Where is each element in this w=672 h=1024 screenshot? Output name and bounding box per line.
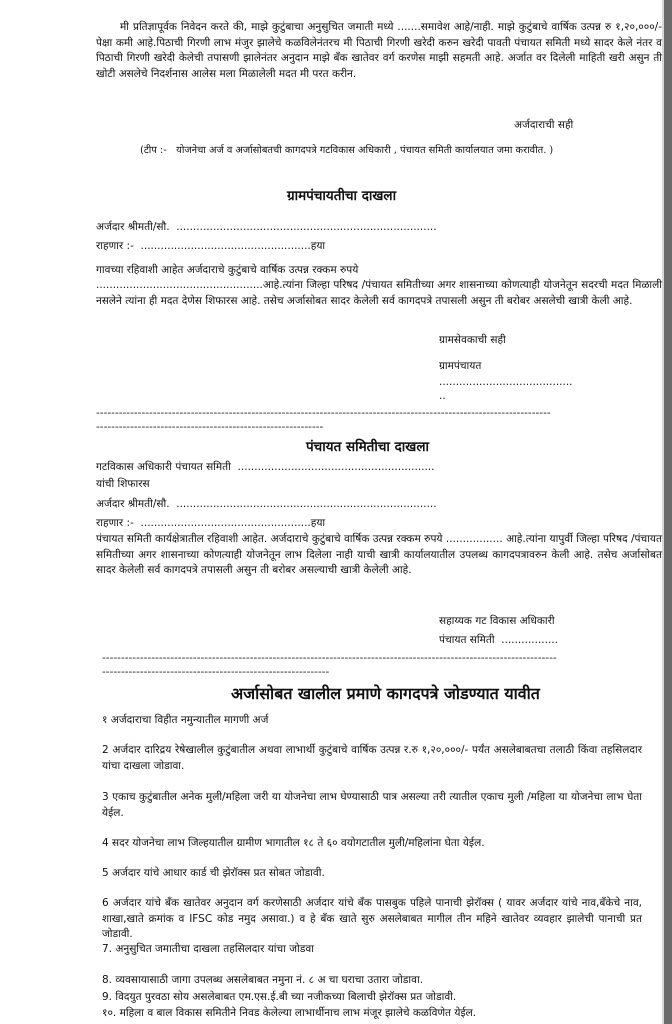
- document-item: 9. विदयुत पुरवठा सोय असलेबाबत एम.एस.ई.बी च्या नजीकच्या बिलाची झेरॉक्स प्रत जोडावी.: [102, 991, 457, 1003]
- samiti-applicant-line: अर्जदार श्रीमती/सौ. ..............................................................................: [96, 498, 437, 510]
- gramsevak-signature-label: ग्रामसेवकाची सही: [439, 334, 506, 346]
- grampanchayat-label: ग्रामपंचायत: [439, 360, 482, 372]
- document-item: १ अर्जदाराचा विहीत नमुन्यातील मागणी अर्ज: [102, 714, 269, 726]
- document-item: 7. अनुसुचित जमातीचा दाखला तहसिलदार यांचा जोडवा: [102, 943, 314, 955]
- samiti-residence-line: राहणार :- ...................................................हया: [96, 517, 326, 529]
- declaration-paragraph: मी प्रतिज्ञापूर्वक निवेदन करते की, माझे कुटुंबाचा अनुसुचित जमाती मध्ये .......समावेश आहे/नाही. माझे कुटुंबाचे वार्षिक उत्पन्न रु १,२०,०००/- पेक्षा कमी आहे.पिठाची गिरणी लाभ मंजुर झालेचे कळविलेनंतरच मी पिठाची गिरणी खरेदी करुन खरेदी पावती पंचायत समिती मध्ये सादर केले नंतर व पिठाची गिरणी खरेदी केलेची तपासणी झालेनंतर अनुदान माझे बँक खातेवर वर्ग करणेस माझी सहमती आहे. अर्जात वर दिलेली माहिती खरी असुन ती खोटी असलेचे निदर्शनास आलेस मला मिळालेली मदत मी परत करीन.: [96, 21, 662, 80]
- document-item: 4 सदर योजनेचा लाभ जिल्हयातील ग्रामीण भागातील १८ ते ६० वयोगटातील मुली/महिलांना घेता येईल.: [102, 837, 485, 849]
- section-divider-2: ------------------------------------------------------------------------------------------------------------------------: [102, 652, 557, 664]
- submission-note: (टीप :- योजनेचा अर्ज व अर्जासोबतची कागदपत्रे गटविकास अधिकारी , पंचायत समिती कार्यालयात जमा करावीत. ): [140, 145, 554, 156]
- samiti-recommendation-label: यांची शिफारस: [96, 478, 150, 490]
- grampanchayat-dots: ........................................: [439, 376, 573, 388]
- page-edge-shadow: [664, 0, 672, 1024]
- panchayat-samiti-heading: पंचायत समितीचा दाखला: [306, 439, 429, 455]
- document-item: 3 एकाच कुटुंबातील अनेक मुली/महिला जरी या योजनेचा लाभ घेण्यासाठी पात्र असल्या तरी त्यातील एकाच मुली /महिला या योजनेचा लाभ घेता येईल.: [102, 791, 642, 819]
- gram-certificate-paragraph: ..................................................आहे.त्यांना जिल्हा परिषद /पंचायत समितीच्या अगर शासनाच्या कोणत्याही योजनेतून सदरची मदत मिळाली नसलेने त्यांना ही मदत देणेस शिफारस आहे. तसेच अर्जासोबत सादर केलेली सर्व कागदपत्रे तपासली असुन ती बरोबर असलेची खात्री केली आहे.: [96, 279, 662, 307]
- document-item: 6 अर्जदार यांचे बँक खातेवर अनुदान वर्ग करणेसाठी अर्जदार यांचे बँक पासबुक पहिले पानाची झेरॉक्स ( यावर अर्जदार यांचे नाव,बँकेचे नाव, शाखा,खाते क्रमांक व IFSC कोड नमुद असावा.) व हे बँक खाते सुरु असलेबाबत मागील तीन महिने खातेवर व्यवहार झालेची पानाची प्रत जोडावी.: [102, 897, 642, 940]
- document-item: 8. व्यवसायासाठी जागा उपलब्ध असलेबाबत नमुना नं. ८ अ चा घराचा उतारा जोडावा.: [102, 974, 424, 986]
- samiti-bdo-line: गटविकास अधिकारी पंचायत समिती ...........................................................: [96, 461, 435, 473]
- gram-residence-line: राहणार :- ...................................................हया: [96, 240, 326, 252]
- section-divider-2-tail: ------------------------------------------------------------: [102, 666, 330, 678]
- grampanchayat-dots-tail: ..: [439, 390, 446, 402]
- samiti-certificate-paragraph: पंचायत समिती कार्यक्षेत्रातील रहिवाशी आहेत. अर्जदाराचे कुटुंबाचे वार्षिक उत्पन्न रक्कम रुपये ................. आहे.त्यांना यापुर्वी जिल्हा परिषद /पंचायत समितीच्या अगर शासनाच्या कोणत्याही योजनेतून लाभ दिलेला नाही याची खात्री कार्यालयातील उपलब्ध कागदपत्रावरुन केली आहे. तसेच अर्जासोबत सादर केलेली सर्व कागदपत्रे तपासली असुन ती बरोबर असल्याची खात्री केलेली आहे.: [96, 533, 662, 576]
- gram-panchayat-heading: ग्रामपंचायतीचा दाखला: [287, 188, 397, 204]
- section-divider-tail: ------------------------------------------------------------: [96, 421, 324, 433]
- document-item: 2 अर्जदार दारिद्रय रेषेखालील कुटुंबातील अथवा लाभार्थी कुटुंबाचे वार्षिक उत्पन्न र.रु १,२०,०००/- पर्यंत असलेबाबतचा तलाठी किंवा तहसिलदार यांचा दाखला जोडावा.: [102, 744, 642, 772]
- gram-income-line: गावच्या रहिवाशी आहेत अर्जदाराचे कुटुंबाचे वार्षिक उत्पन्न रक्कम रुपये: [96, 264, 359, 276]
- documents-heading: अर्जासोबत खालील प्रमाणे कागदपत्रे जोडण्यात यावीत: [231, 684, 540, 703]
- samiti-signature-line: पंचायत समिती .................: [439, 634, 558, 646]
- assistant-bdo-label: सहाय्यक गट विकास अधिकारी: [439, 615, 555, 627]
- document-item: 5 अर्जदार यांचे आधार कार्ड ची झेरॉक्स प्रत सोबत जोडावी.: [102, 867, 325, 879]
- section-divider: ------------------------------------------------------------------------------------------------------------------------: [96, 407, 551, 419]
- gram-applicant-line: अर्जदार श्रीमती/सौ. ..............................................................................: [96, 221, 437, 233]
- applicant-signature-label: अर्जदाराची सही: [514, 119, 574, 131]
- document-item: १०. महिला व बाल विकास समितीने निवड केलेल्या लाभार्थीनाच लाभ मंजूर झालेचे कळविणेत येईल.: [102, 1007, 477, 1019]
